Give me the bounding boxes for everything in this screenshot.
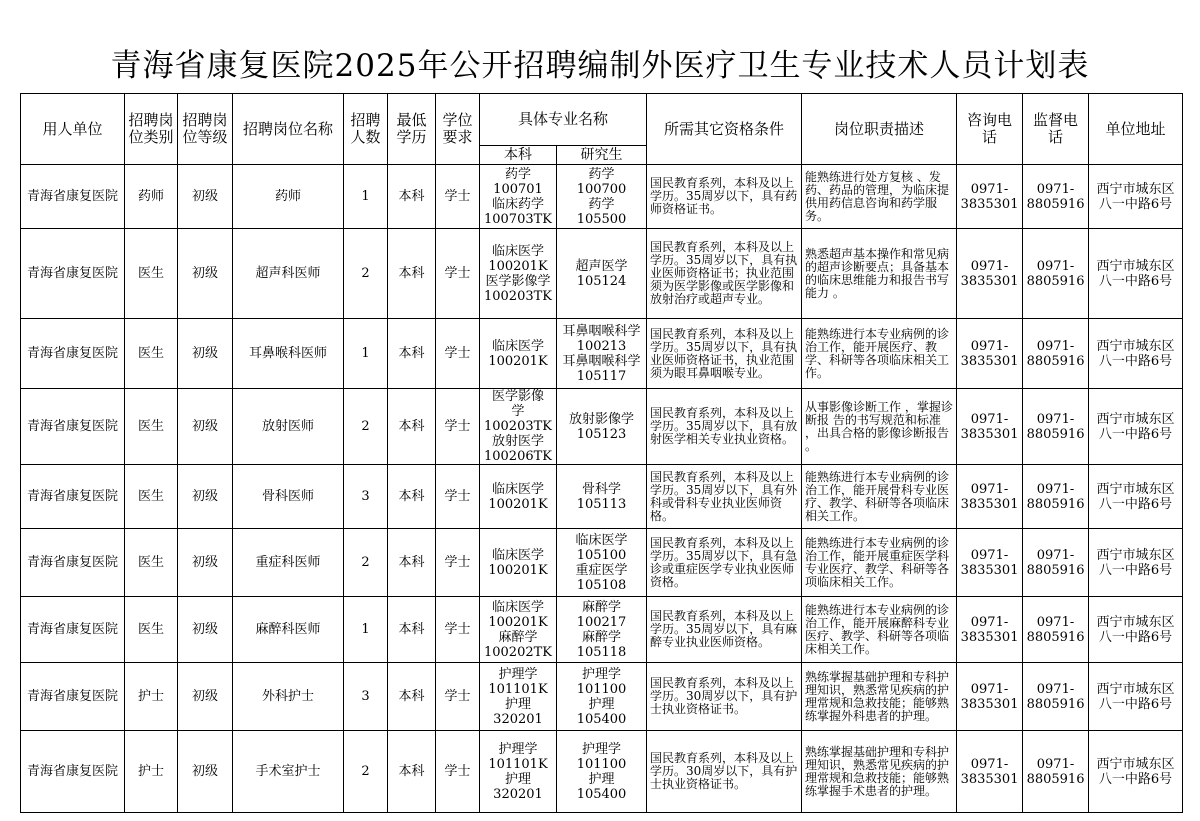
bachelor-major-cell: 临床医学 100201K	[480, 529, 557, 597]
graduate-major-cell: 护理学 101100 护理 105400	[557, 663, 647, 731]
header-count: 招聘 人数	[344, 94, 388, 165]
unit-cell: 青海省康复医院	[21, 229, 125, 319]
table-row	[21, 389, 1183, 465]
conditions-cell: 国民教育系列，本科及以上学历。35周岁以下，具有外科或骨科专业执业医师资格。	[647, 465, 802, 529]
consult-phone-cell: 0971- 3835301	[957, 165, 1023, 229]
level-cell: 初级	[178, 319, 233, 389]
bachelor-major-cell: 药学 100701 临床药学 100703TK	[480, 165, 557, 229]
education-cell: 本科	[388, 319, 436, 389]
address-cell: 西宁市城东区 八一中路6号	[1089, 731, 1183, 813]
position-cell: 骨科医师	[233, 465, 344, 529]
header-duties: 岗位职责描述	[802, 94, 957, 165]
level-cell: 初级	[178, 389, 233, 465]
count-cell: 1	[344, 319, 388, 389]
conditions-cell: 国民教育系列，本科及以上学历。30周岁以下，具有护士执业资格证书。	[647, 731, 802, 813]
unit-cell: 青海省康复医院	[21, 389, 125, 465]
header-consult-phone: 咨询电 话	[957, 94, 1023, 165]
supervise-phone-cell: 0971- 8805916	[1023, 465, 1089, 529]
duties-cell: 能熟练进行本专业病例的诊治工作，能开展骨科专业医疗、教学、科研等各项临床相关工作。	[802, 465, 957, 529]
consult-phone-cell: 0971- 3835301	[957, 597, 1023, 663]
bachelor-major-cell: 临床医学 100201K 麻醉学 100202TK	[480, 597, 557, 663]
address-cell: 西宁市城东区 八一中路6号	[1089, 165, 1183, 229]
address-cell: 西宁市城东区 八一中路6号	[1089, 229, 1183, 319]
address-cell: 西宁市城东区 八一中路6号	[1089, 465, 1183, 529]
graduate-major-cell: 临床医学 105100 重症医学 105108	[557, 529, 647, 597]
level-cell: 初级	[178, 529, 233, 597]
degree-cell: 学士	[436, 663, 480, 731]
conditions-cell: 国民教育系列，本科及以上学历。35周岁以下，具有放射医学相关专业执业资格。	[647, 389, 802, 465]
graduate-major-cell: 骨科学 105113	[557, 465, 647, 529]
unit-cell: 青海省康复医院	[21, 529, 125, 597]
duties-cell: 熟悉超声基本操作和常见病的超声诊断要点；具备基本的临床思维能力和报告书写能力 。	[802, 229, 957, 319]
duties-cell: 能熟练进行处方复核 、发药、药品的管理，为临床提供用药信息咨询和药学服务。	[802, 165, 957, 229]
position-cell: 耳鼻喉科医师	[233, 319, 344, 389]
header-supervise-phone: 监督电 话	[1023, 94, 1089, 165]
graduate-major-cell: 麻醉学 100217 麻醉学 105118	[557, 597, 647, 663]
count-cell: 3	[344, 663, 388, 731]
supervise-phone-cell: 0971- 8805916	[1023, 319, 1089, 389]
supervise-phone-cell: 0971- 8805916	[1023, 389, 1089, 465]
position-cell: 药师	[233, 165, 344, 229]
unit-cell: 青海省康复医院	[21, 731, 125, 813]
degree-cell: 学士	[436, 389, 480, 465]
header-degree: 学位 要求	[436, 94, 480, 165]
position-cell: 重症科医师	[233, 529, 344, 597]
header-major-graduate: 研究生	[557, 146, 647, 165]
category-cell: 护士	[125, 663, 178, 731]
graduate-major-cell: 护理学 101100 护理 105400	[557, 731, 647, 813]
education-cell: 本科	[388, 389, 436, 465]
count-cell: 3	[344, 465, 388, 529]
graduate-major-cell: 超声医学 105124	[557, 229, 647, 319]
graduate-major-cell: 药学 100700 药学 105500	[557, 165, 647, 229]
header-level: 招聘岗 位等级	[178, 94, 233, 165]
address-cell: 西宁市城东区 八一中路6号	[1089, 319, 1183, 389]
consult-phone-cell: 0971- 3835301	[957, 731, 1023, 813]
address-cell: 西宁市城东区 八一中路6号	[1089, 597, 1183, 663]
table-row	[21, 465, 1183, 529]
category-cell: 护士	[125, 731, 178, 813]
level-cell: 初级	[178, 663, 233, 731]
supervise-phone-cell: 0971- 8805916	[1023, 597, 1089, 663]
degree-cell: 学士	[436, 465, 480, 529]
degree-cell: 学士	[436, 529, 480, 597]
consult-phone-cell: 0971- 3835301	[957, 465, 1023, 529]
table-row	[21, 663, 1183, 731]
education-cell: 本科	[388, 663, 436, 731]
conditions-cell: 国民教育系列，本科及以上学历。35周岁以下，具有执业医师资格证书；执业范围须为医学影像或医学影像和放射治疗或超声专业。	[647, 229, 802, 319]
count-cell: 1	[344, 165, 388, 229]
bachelor-major-cell: 医学影像 学100203TK 放射医学 100206TK	[480, 389, 557, 465]
count-cell: 2	[344, 529, 388, 597]
header-address: 单位地址	[1089, 94, 1183, 165]
table-row	[21, 597, 1183, 663]
count-cell: 2	[344, 731, 388, 813]
conditions-cell: 国民教育系列，本科及以上学历。30周岁以下，具有护士执业资格证书。	[647, 663, 802, 731]
consult-phone-cell: 0971- 3835301	[957, 319, 1023, 389]
duties-cell: 熟练掌握基础护理和专科护理知识，熟悉常见疾病的护理常规和急救技能；能够熟练掌握外科患者的护理。	[802, 663, 957, 731]
header-row	[21, 94, 1183, 146]
table-row	[21, 731, 1183, 813]
degree-cell: 学士	[436, 319, 480, 389]
category-cell: 医生	[125, 529, 178, 597]
education-cell: 本科	[388, 165, 436, 229]
header-education: 最低 学历	[388, 94, 436, 165]
address-cell: 西宁市城东区 八一中路6号	[1089, 529, 1183, 597]
header-position: 招聘岗位名称	[233, 94, 344, 165]
unit-cell: 青海省康复医院	[21, 165, 125, 229]
education-cell: 本科	[388, 597, 436, 663]
position-cell: 手术室护士	[233, 731, 344, 813]
count-cell: 1	[344, 597, 388, 663]
education-cell: 本科	[388, 731, 436, 813]
category-cell: 医生	[125, 465, 178, 529]
table-body	[21, 165, 1183, 813]
category-cell: 医生	[125, 597, 178, 663]
category-cell: 医生	[125, 319, 178, 389]
supervise-phone-cell: 0971- 8805916	[1023, 529, 1089, 597]
consult-phone-cell: 0971- 3835301	[957, 663, 1023, 731]
supervise-phone-cell: 0971- 8805916	[1023, 663, 1089, 731]
unit-cell: 青海省康复医院	[21, 597, 125, 663]
education-cell: 本科	[388, 529, 436, 597]
table-row	[21, 165, 1183, 229]
level-cell: 初级	[178, 465, 233, 529]
consult-phone-cell: 0971- 3835301	[957, 529, 1023, 597]
degree-cell: 学士	[436, 165, 480, 229]
duties-cell: 能熟练进行本专业病例的诊治工作，能开展医疗、教学、科研等各项临床相关工作。	[802, 319, 957, 389]
level-cell: 初级	[178, 229, 233, 319]
page-title: 青海省康复医院2025年公开招聘编制外医疗卫生专业技术人员计划表	[110, 48, 1090, 84]
graduate-major-cell: 耳鼻咽喉科学 100213 耳鼻咽喉科学 105117	[557, 319, 647, 389]
supervise-phone-cell: 0971- 8805916	[1023, 731, 1089, 813]
unit-cell: 青海省康复医院	[21, 663, 125, 731]
level-cell: 初级	[178, 731, 233, 813]
degree-cell: 学士	[436, 229, 480, 319]
count-cell: 2	[344, 389, 388, 465]
duties-cell: 熟练掌握基础护理和专科护理知识，熟悉常见疾病的护理常规和急救技能；能够熟练掌握手术患者的护理。	[802, 731, 957, 813]
unit-cell: 青海省康复医院	[21, 465, 125, 529]
conditions-cell: 国民教育系列，本科及以上学历。35周岁以下，具有执业医师资格证书，执业范围须为眼耳鼻咽喉专业。	[647, 319, 802, 389]
supervise-phone-cell: 0971- 8805916	[1023, 229, 1089, 319]
level-cell: 初级	[178, 165, 233, 229]
bachelor-major-cell: 临床医学 100201K 医学影像学 100203TK	[480, 229, 557, 319]
header-category: 招聘岗 位类别	[125, 94, 178, 165]
education-cell: 本科	[388, 229, 436, 319]
header-major: 具体专业名称	[480, 94, 647, 146]
table-row	[21, 529, 1183, 597]
header-major-bachelor: 本科	[480, 146, 557, 165]
position-cell: 放射医师	[233, 389, 344, 465]
unit-cell: 青海省康复医院	[21, 319, 125, 389]
consult-phone-cell: 0971- 3835301	[957, 229, 1023, 319]
duties-cell: 能熟练进行本专业病例的诊治工作，能开展重症医学科专业医疗、教学、科研等各项临床相关工作。	[802, 529, 957, 597]
address-cell: 西宁市城东区 八一中路6号	[1089, 663, 1183, 731]
duties-cell: 能熟练进行本专业病例的诊治工作，能开展麻醉科专业医疗、教学、科研等各项临床相关工作。	[802, 597, 957, 663]
bachelor-major-cell: 护理学 101101K 护理 320201	[480, 663, 557, 731]
consult-phone-cell: 0971- 3835301	[957, 389, 1023, 465]
category-cell: 医生	[125, 389, 178, 465]
position-cell: 超声科医师	[233, 229, 344, 319]
education-cell: 本科	[388, 465, 436, 529]
supervise-phone-cell: 0971- 8805916	[1023, 165, 1089, 229]
degree-cell: 学士	[436, 597, 480, 663]
bachelor-major-cell: 临床医学 100201K	[480, 465, 557, 529]
conditions-cell: 国民教育系列，本科及以上学历。35周岁以下，具有急诊或重症医学专业执业医师资格。	[647, 529, 802, 597]
recruitment-table	[20, 93, 1183, 813]
bachelor-major-cell: 临床医学 100201K	[480, 319, 557, 389]
category-cell: 医生	[125, 229, 178, 319]
duties-cell: 从事影像诊断工作 ，掌握诊断报 告的书写规范和标准 ，出具合格的影像诊断报告 。	[802, 389, 957, 465]
header-conditions: 所需其它资格条件	[647, 94, 802, 165]
table-row	[21, 319, 1183, 389]
table-row	[21, 229, 1183, 319]
position-cell: 外科护士	[233, 663, 344, 731]
position-cell: 麻醉科医师	[233, 597, 344, 663]
bachelor-major-cell: 护理学 101101K 护理 320201	[480, 731, 557, 813]
count-cell: 2	[344, 229, 388, 319]
conditions-cell: 国民教育系列，本科及以上学历。35周岁以下，具有药师资格证书。	[647, 165, 802, 229]
degree-cell: 学士	[436, 731, 480, 813]
graduate-major-cell: 放射影像学 105123	[557, 389, 647, 465]
header-unit: 用人单位	[21, 94, 125, 165]
address-cell: 西宁市城东区 八一中路6号	[1089, 389, 1183, 465]
category-cell: 药师	[125, 165, 178, 229]
conditions-cell: 国民教育系列，本科及以上学历。35周岁以下，具有麻醉专业执业医师资格。	[647, 597, 802, 663]
level-cell: 初级	[178, 597, 233, 663]
